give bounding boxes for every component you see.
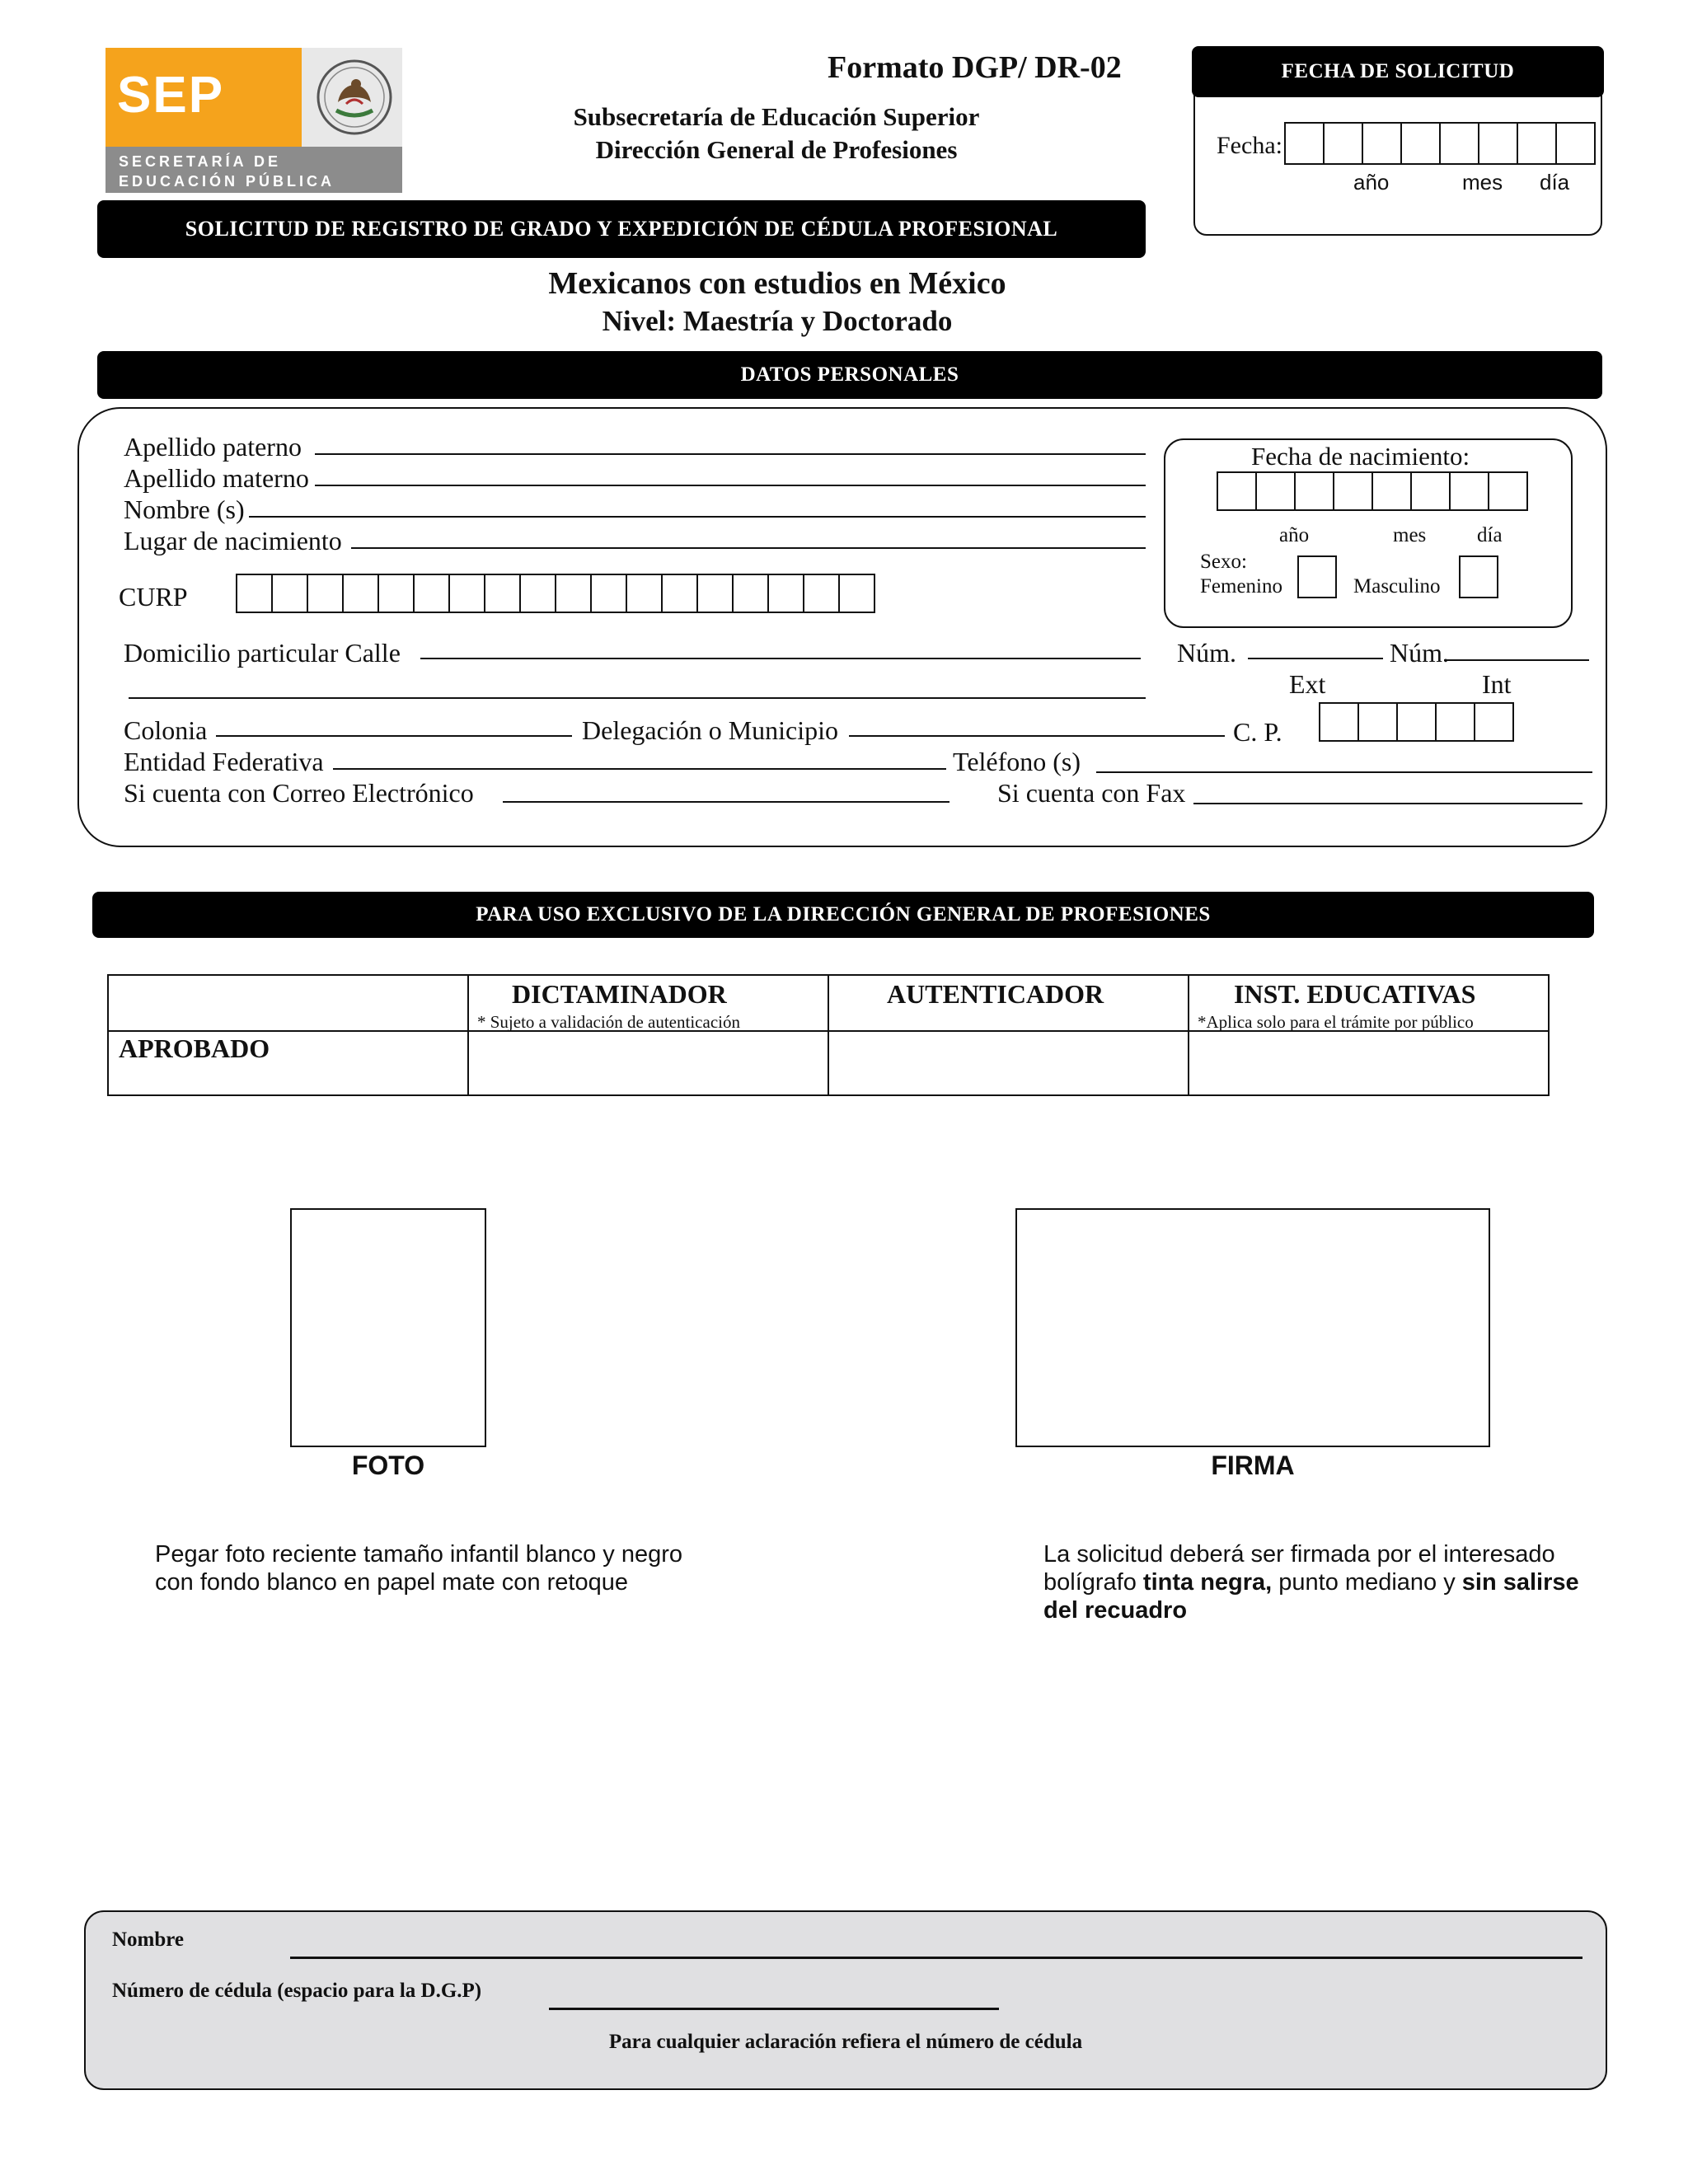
footer-note: Para cualquier aclaración refiera el número de cédula bbox=[608, 2031, 1083, 2053]
num-int-label: Núm. bbox=[1390, 638, 1449, 668]
footer-cedula-field[interactable] bbox=[549, 2008, 999, 2010]
footer-cedula-label: Número de cédula (espacio para la D.G.P) bbox=[112, 1980, 482, 2002]
lugar-nacimiento-label: Lugar de nacimiento bbox=[124, 526, 342, 555]
nombre-field[interactable] bbox=[249, 516, 1146, 518]
apellido-materno-field[interactable] bbox=[315, 485, 1146, 486]
nacimiento-day-label: día bbox=[1477, 524, 1503, 546]
format-code: Formato DGP/ DR-02 bbox=[828, 50, 1122, 85]
col-autenticador: AUTENTICADOR bbox=[887, 979, 1104, 1009]
footer-nombre-field[interactable] bbox=[290, 1957, 1582, 1959]
curp-label: CURP bbox=[119, 582, 188, 612]
int-label: Int bbox=[1482, 669, 1512, 699]
inst-educativas-cell[interactable] bbox=[1189, 1031, 1549, 1095]
entidad-label: Entidad Federativa bbox=[124, 747, 324, 776]
cp-boxes[interactable] bbox=[1319, 702, 1512, 742]
form-title-bar: SOLICITUD DE REGISTRO DE GRADO Y EXPEDICIÓN DE CÉDULA PROFESIONAL bbox=[97, 200, 1146, 258]
sig-line2-a: bolígrafo bbox=[1043, 1569, 1143, 1596]
direccion: Dirección General de Profesiones bbox=[595, 135, 958, 164]
sig-line2-c: punto mediano y bbox=[1272, 1569, 1462, 1596]
fecha-solicitud-boxes[interactable] bbox=[1284, 122, 1594, 165]
delegacion-field[interactable] bbox=[849, 735, 1225, 737]
subtitle-1: Mexicanos con estudios en México bbox=[548, 266, 1006, 301]
nacimiento-year-label: año bbox=[1279, 524, 1310, 546]
lugar-nacimiento-field[interactable] bbox=[351, 547, 1146, 549]
photo-box[interactable] bbox=[290, 1208, 486, 1447]
autenticador-cell[interactable] bbox=[828, 1031, 1189, 1095]
num-ext-label: Núm. bbox=[1177, 638, 1236, 668]
fax-field[interactable] bbox=[1193, 803, 1582, 804]
approval-table bbox=[107, 974, 1550, 1096]
row-aprobado: APROBADO bbox=[119, 1033, 270, 1063]
num-ext-field[interactable] bbox=[1248, 658, 1383, 659]
photo-instruction-2: con fondo blanco en papel mate con retoque bbox=[155, 1569, 628, 1596]
signature-instruction-2 bbox=[1043, 1569, 1579, 1596]
delegacion-label: Delegación o Municipio bbox=[582, 715, 839, 745]
logo-subtitle-1: SECRETARÍA DE bbox=[119, 153, 282, 170]
subtitle-2: Nivel: Maestría y Doctorado bbox=[602, 305, 953, 337]
signature-box[interactable] bbox=[1015, 1208, 1490, 1447]
fecha-day-label: día bbox=[1540, 170, 1570, 194]
ext-label: Ext bbox=[1289, 669, 1326, 699]
apellido-paterno-label: Apellido paterno bbox=[124, 432, 302, 462]
signature-label: FIRMA bbox=[1211, 1451, 1295, 1480]
fecha-nacimiento-label: Fecha de nacimiento: bbox=[1251, 442, 1470, 471]
colonia-label: Colonia bbox=[124, 715, 208, 745]
domicilio-field[interactable] bbox=[420, 658, 1141, 659]
uso-exclusivo-bar: PARA USO EXCLUSIVO DE LA DIRECCIÓN GENERAL DE PROFESIONES bbox=[92, 892, 1594, 938]
entidad-field[interactable] bbox=[333, 768, 946, 770]
signature-instruction-3: del recuadro bbox=[1043, 1597, 1188, 1624]
fecha-nacimiento-boxes[interactable] bbox=[1217, 471, 1526, 511]
subsecretaria: Subsecretaría de Educación Superior bbox=[573, 102, 980, 131]
domicilio-field-2[interactable] bbox=[129, 697, 1146, 699]
fecha-month-label: mes bbox=[1462, 170, 1503, 194]
nombre-label: Nombre (s) bbox=[124, 494, 245, 524]
femenino-checkbox[interactable] bbox=[1297, 555, 1337, 598]
nacimiento-month-label: mes bbox=[1393, 524, 1427, 546]
num-int-field[interactable] bbox=[1444, 659, 1589, 661]
telefono-field[interactable] bbox=[1096, 771, 1592, 773]
col-dictaminador-note: * Sujeto a validación de autenticación bbox=[477, 1012, 740, 1032]
fecha-solicitud-title: FECHA DE SOLICITUD bbox=[1192, 46, 1604, 97]
col-inst-educativas: INST. EDUCATIVAS bbox=[1234, 979, 1476, 1009]
photo-label: FOTO bbox=[351, 1451, 425, 1480]
masculino-label: Masculino bbox=[1353, 575, 1441, 598]
fax-label: Si cuenta con Fax bbox=[997, 778, 1186, 808]
colonia-field[interactable] bbox=[216, 735, 572, 737]
col-inst-educativas-note: *Aplica solo para el trámite por público bbox=[1198, 1012, 1474, 1032]
photo-instruction-1: Pegar foto reciente tamaño infantil blanco y negro bbox=[155, 1541, 683, 1568]
datos-personales-bar: DATOS PERSONALES bbox=[97, 351, 1602, 399]
sexo-label: Sexo: bbox=[1200, 551, 1247, 573]
correo-label: Si cuenta con Correo Electrónico bbox=[124, 778, 474, 808]
cp-label: C. P. bbox=[1233, 717, 1282, 747]
logo-subtitle-2: EDUCACIÓN PÚBLICA bbox=[119, 173, 335, 190]
logo-text: SEP bbox=[117, 67, 225, 124]
domicilio-label: Domicilio particular Calle bbox=[124, 638, 401, 668]
masculino-checkbox[interactable] bbox=[1459, 555, 1498, 598]
footer-nombre-label: Nombre bbox=[112, 1929, 185, 1951]
fecha-label: Fecha: bbox=[1217, 132, 1282, 159]
correo-field[interactable] bbox=[503, 801, 950, 803]
telefono-label: Teléfono (s) bbox=[953, 747, 1081, 776]
femenino-label: Femenino bbox=[1200, 575, 1282, 598]
sig-line2-d: sin salirse bbox=[1461, 1569, 1579, 1596]
sig-line2-b: tinta negra, bbox=[1142, 1569, 1273, 1596]
signature-instruction-1: La solicitud deberá ser firmada por el interesado bbox=[1043, 1541, 1555, 1568]
apellido-paterno-field[interactable] bbox=[315, 453, 1146, 455]
apellido-materno-label: Apellido materno bbox=[124, 463, 309, 493]
fecha-year-label: año bbox=[1353, 170, 1390, 194]
dictaminador-cell[interactable] bbox=[468, 1031, 828, 1095]
col-dictaminador: DICTAMINADOR bbox=[512, 979, 727, 1009]
curp-boxes[interactable] bbox=[236, 574, 874, 613]
